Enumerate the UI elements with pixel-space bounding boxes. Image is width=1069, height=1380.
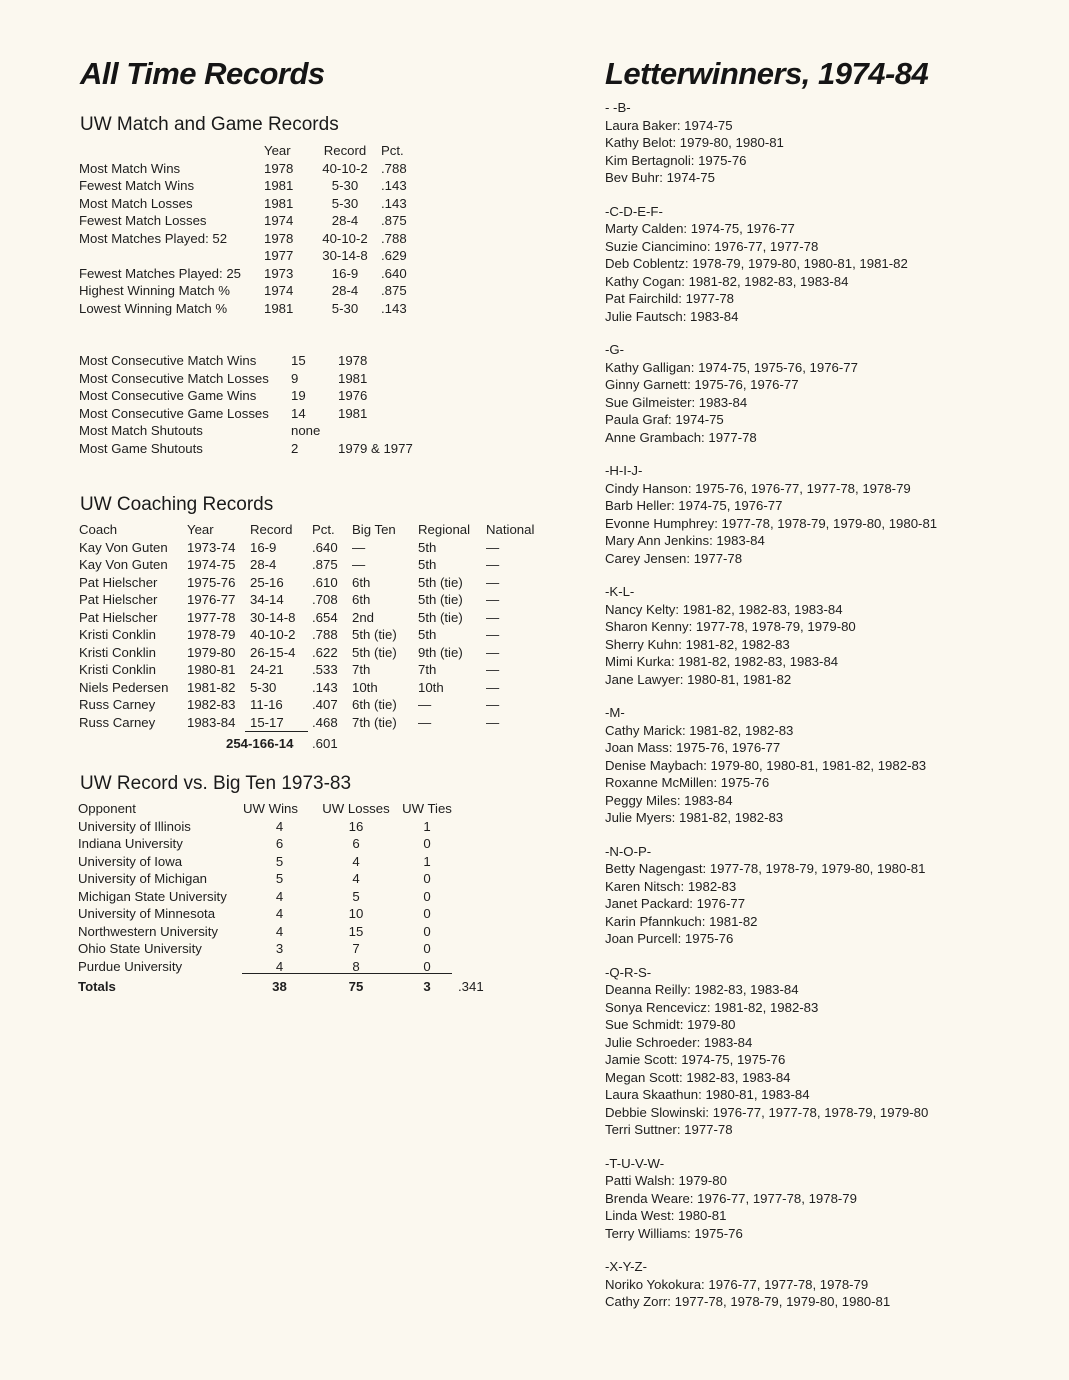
letterwinner-entry: Julie Schroeder: 1983-84 [605, 1034, 753, 1050]
header-uw-wins: UW Wins [243, 801, 298, 816]
coach-regional: 5th [418, 557, 437, 572]
record-value: 16-9 [331, 265, 359, 281]
consecutive-year [338, 422, 458, 440]
table-header-blank [79, 142, 264, 160]
record-label: Most Matches Played: 52 [79, 230, 228, 246]
record-label: Lowest Winning Match % [79, 300, 228, 316]
consecutive-year: 1981 [338, 405, 368, 421]
record-label [79, 247, 264, 265]
coach-record: 28-4 [250, 557, 277, 572]
record-year: 1978 [264, 230, 294, 246]
letterwinner-entry: Laura Baker: 1974-75 [605, 117, 733, 133]
record-year: 1977 [264, 248, 294, 263]
uw-wins: 3 [275, 941, 284, 956]
coach-regional: 9th (tie) [418, 644, 463, 660]
coach-big-ten: — [352, 557, 366, 572]
record-year: 1981 [264, 300, 294, 316]
letterwinner-entry: Linda West: 1980-81 [605, 1208, 727, 1223]
uw-losses: 6 [352, 836, 360, 851]
record-value: 5-30 [331, 178, 359, 193]
coach-big-ten: 7th [352, 662, 371, 677]
uw-wins: 4 [275, 906, 284, 921]
coach-pct: .622 [312, 644, 338, 660]
coach-name: Kristi Conklin [79, 627, 156, 642]
letterwinner-entry: Sue Schmidt: 1979-80 [605, 1017, 736, 1032]
letter-group [605, 1155, 1045, 1243]
coach-pct: .654 [312, 609, 338, 625]
record-value: 5-30 [331, 300, 359, 316]
consecutive-label: Most Consecutive Match Losses [79, 370, 269, 386]
letter-group [605, 462, 1045, 567]
record-label: Fewest Match Wins [79, 178, 195, 193]
letter-group-header: -Q-R-S- [605, 964, 652, 980]
letterwinner-entry: Janet Packard: 1976-77 [605, 896, 746, 911]
letterwinner-entry: Cindy Hanson: 1975-76, 1976-77, 1977-78, 1978-79 [605, 480, 911, 496]
consecutive-records-table [79, 352, 458, 457]
letter-group-header: -G- [605, 342, 625, 357]
letter-group-header: -H-I-J- [605, 463, 643, 478]
totals-label: Totals [78, 979, 116, 994]
record-pct: .788 [381, 160, 407, 176]
record-year: 1981 [264, 195, 294, 211]
record-year: 1978 [264, 160, 294, 176]
opponent-name: University of Iowa [78, 853, 183, 869]
coach-regional: 5th (tie) [418, 609, 463, 625]
letterwinner-entry: Sue Gilmeister: 1983-84 [605, 394, 748, 410]
letterwinner-entry: Kathy Belot: 1979-80, 1980-81 [605, 135, 784, 150]
coach-national: — [486, 714, 500, 730]
letterwinner-entry: Nancy Kelty: 1981-82, 1982-83, 1983-84 [605, 601, 843, 617]
letterwinner-entry: Sharon Kenny: 1977-78, 1978-79, 1979-80 [605, 619, 856, 634]
consecutive-year: 1978 [338, 353, 368, 368]
coach-big-ten: 5th (tie) [352, 627, 397, 642]
coach-year: 1974-75 [187, 557, 236, 572]
coach-regional: 10th [418, 679, 444, 695]
letter-group [605, 203, 1045, 326]
record-pct: .629 [381, 248, 407, 263]
coach-record: 15-17 [250, 714, 284, 730]
coach-pct: .788 [312, 627, 338, 642]
letterwinner-entry: Julie Fautsch: 1983-84 [605, 308, 739, 324]
letterwinner-entry: Carey Jensen: 1977-78 [605, 550, 743, 566]
letterwinner-entry: Karin Pfannkuch: 1981-82 [605, 913, 758, 929]
uw-ties: 0 [423, 888, 431, 904]
record-year: 1981 [264, 178, 294, 193]
coaching-total-record: 254-166-14 [226, 736, 294, 751]
coach-record: 16-9 [250, 539, 277, 555]
letterwinner-entry: Suzie Ciancimino: 1976-77, 1977-78 [605, 238, 819, 254]
coach-national: — [486, 662, 500, 677]
letterwinner-entry: Terry Williams: 1975-76 [605, 1225, 743, 1241]
coach-name: Russ Carney [79, 697, 156, 712]
letterwinner-entry: Deanna Reilly: 1982-83, 1983-84 [605, 982, 799, 997]
coaching-records-title: UW Coaching Records [80, 494, 274, 515]
match-game-records-table [79, 142, 431, 317]
record-pct: .143 [381, 300, 407, 316]
letter-group-header: - -B- [605, 100, 631, 115]
coach-year: 1976-77 [187, 592, 236, 607]
coach-big-ten: 2nd [352, 609, 375, 625]
header-year: Year [187, 522, 214, 537]
opponent-name: University of Minnesota [78, 906, 216, 921]
header-uw-losses: UW Losses [322, 801, 390, 816]
coach-record: 30-14-8 [250, 609, 296, 625]
coach-year: 1977-78 [187, 609, 236, 625]
consecutive-value: 19 [291, 388, 306, 403]
uw-ties: 0 [423, 958, 431, 974]
uw-ties: 0 [423, 941, 431, 956]
letterwinner-entry: Karen Nitsch: 1982-83 [605, 878, 737, 894]
coach-pct: .640 [312, 539, 338, 555]
letterwinner-entry: Laura Skaathun: 1980-81, 1983-84 [605, 1087, 810, 1102]
consecutive-value: 15 [291, 353, 306, 368]
consecutive-label: Most Match Shutouts [79, 423, 203, 438]
letterwinner-entry: Joan Purcell: 1975-76 [605, 931, 734, 946]
coach-big-ten: 5th (tie) [352, 644, 397, 660]
letterwinner-entry: Kim Bertagnoli: 1975-76 [605, 152, 747, 168]
coach-record: 24-21 [250, 662, 284, 677]
coach-name: Pat Hielscher [79, 592, 158, 607]
header-coach: Coach [79, 522, 118, 537]
coach-national: — [486, 627, 500, 642]
letter-group [605, 341, 1045, 446]
header-opponent: Opponent [78, 801, 136, 816]
record-pct: .875 [381, 213, 407, 228]
letterwinner-entry: Deb Coblentz: 1978-79, 1979-80, 1980-81, 1981-82 [605, 256, 908, 271]
record-value: 28-4 [331, 283, 359, 298]
consecutive-value: none [291, 423, 321, 438]
coach-year: 1978-79 [187, 627, 236, 642]
record-value: 40-10-2 [322, 230, 368, 246]
coaching-total-pct: .601 [312, 736, 338, 751]
totals-wins: 38 [272, 979, 287, 994]
big-ten-record-title: UW Record vs. Big Ten 1973-83 [80, 773, 352, 794]
opponent-name: University of Illinois [78, 818, 191, 834]
letterwinner-entry: Mary Ann Jenkins: 1983-84 [605, 533, 765, 548]
header-national: National [486, 522, 535, 537]
coach-pct: .143 [312, 679, 338, 695]
uw-ties: 0 [423, 836, 431, 851]
record-label: Highest Winning Match % [79, 283, 230, 298]
uw-ties: 1 [423, 853, 431, 869]
coach-regional: 5th (tie) [418, 574, 463, 590]
coach-year: 1982-83 [187, 697, 236, 712]
letter-group-header: -K-L- [605, 584, 635, 599]
coach-pct: .610 [312, 574, 338, 590]
uw-wins: 4 [275, 888, 284, 904]
uw-wins: 5 [275, 853, 284, 869]
opponent-name: Purdue University [78, 958, 183, 974]
letterwinner-entry: Julie Myers: 1981-82, 1982-83 [605, 810, 784, 825]
letterwinner-entry: Ginny Garnett: 1975-76, 1976-77 [605, 377, 799, 392]
record-pct: .143 [381, 195, 407, 211]
letterwinner-entry: Peggy Miles: 1983-84 [605, 792, 733, 808]
coach-pct: .875 [312, 557, 338, 572]
coach-pct: .407 [312, 697, 338, 712]
uw-losses: 16 [348, 818, 364, 834]
letterwinner-entry: Marty Calden: 1974-75, 1976-77 [605, 221, 795, 236]
record-value: 30-14-8 [322, 248, 368, 263]
letter-group-header: -C-D-E-F- [605, 203, 663, 219]
record-pct: .788 [381, 230, 407, 246]
opponent-name: Indiana University [78, 836, 183, 851]
coach-national: — [486, 697, 500, 712]
coach-regional: 7th [418, 662, 437, 677]
letterwinner-entry: Evonne Humphrey: 1977-78, 1978-79, 1979-80, 1980-81 [605, 515, 938, 531]
coaching-records-table [79, 521, 546, 731]
header-regional: Regional [418, 522, 471, 537]
coach-big-ten: 6th [352, 574, 371, 590]
opponent-name: Michigan State University [78, 888, 227, 904]
coach-name: Pat Hielscher [79, 574, 158, 590]
coach-big-ten: 10th [352, 679, 378, 695]
coach-record: 11-16 [250, 697, 283, 712]
header-record: Record [323, 143, 367, 158]
letterwinner-entry: Sonya Rencevicz: 1981-82, 1982-83 [605, 999, 819, 1015]
letterwinners-title: Letterwinners, 1974-84 [605, 56, 929, 91]
uw-losses: 4 [352, 871, 360, 886]
letter-group-header: -T-U-V-W- [605, 1155, 665, 1171]
letterwinner-entry: Brenda Weare: 1976-77, 1977-78, 1978-79 [605, 1190, 857, 1206]
uw-losses: 5 [352, 888, 360, 904]
header-pct: Pct. [381, 143, 404, 158]
coach-name: Pat Hielscher [79, 609, 158, 625]
coach-year: 1983-84 [187, 714, 236, 730]
letterwinner-entry: Barb Heller: 1974-75, 1976-77 [605, 498, 783, 513]
uw-wins: 6 [275, 836, 284, 851]
letterwinner-entry: Cathy Marick: 1981-82, 1982-83 [605, 722, 794, 738]
coach-record: 26-15-4 [250, 644, 296, 660]
letter-group-header: -M- [605, 705, 625, 720]
record-label: Most Match Losses [79, 195, 193, 211]
coach-year: 1973-74 [187, 539, 236, 555]
coach-record: 34-14 [250, 592, 284, 607]
coach-regional: — [418, 714, 432, 730]
coach-national: — [486, 557, 500, 572]
coach-record: 25-16 [250, 574, 284, 590]
letterwinner-entry: Kathy Galligan: 1974-75, 1975-76, 1976-77 [605, 359, 858, 375]
consecutive-value: 9 [291, 370, 299, 386]
uw-wins: 4 [275, 818, 284, 834]
opponent-name: Ohio State University [78, 941, 202, 956]
coach-national: — [486, 644, 500, 660]
coach-record: 40-10-2 [250, 627, 296, 642]
coach-national: — [486, 574, 500, 590]
uw-losses: 4 [352, 853, 360, 869]
coach-big-ten: — [352, 539, 366, 555]
coach-pct: .468 [312, 714, 338, 730]
consecutive-label: Most Consecutive Game Losses [79, 405, 269, 421]
coach-name: Niels Pedersen [79, 679, 169, 695]
uw-wins: 4 [275, 958, 284, 974]
opponent-name: University of Michigan [78, 871, 207, 886]
header-record: Record [250, 522, 293, 537]
letterwinner-entry: Roxanne McMillen: 1975-76 [605, 775, 770, 790]
record-label: Most Match Wins [79, 160, 181, 176]
coaching-totals-rule [245, 731, 308, 732]
coach-regional: 5th [418, 539, 437, 555]
uw-losses: 8 [352, 958, 360, 974]
letterwinners-list [605, 99, 1045, 1327]
letterwinner-entry: Kathy Cogan: 1981-82, 1982-83, 1983-84 [605, 273, 849, 289]
consecutive-year: 1981 [338, 370, 368, 386]
coach-name: Kay Von Guten [79, 539, 168, 555]
big-ten-record-table [78, 800, 458, 975]
uw-wins: 5 [275, 871, 284, 886]
letterwinner-entry: Terri Suttner: 1977-78 [605, 1122, 733, 1137]
coach-name: Russ Carney [79, 714, 156, 730]
letter-group [605, 1258, 1045, 1311]
coach-name: Kristi Conklin [79, 662, 156, 677]
uw-ties: 0 [423, 871, 431, 886]
letterwinner-entry: Patti Walsh: 1979-80 [605, 1173, 727, 1188]
coach-big-ten: 6th [352, 592, 371, 607]
uw-ties: 0 [423, 923, 431, 939]
letter-group-header: -X-Y-Z- [605, 1259, 648, 1274]
uw-ties: 0 [423, 906, 431, 921]
coach-national: — [486, 592, 500, 607]
all-time-records-title: All Time Records [80, 56, 325, 91]
record-pct: .875 [381, 283, 407, 298]
consecutive-value: 2 [291, 440, 299, 456]
coach-year: 1981-82 [187, 679, 236, 695]
coach-name: Kristi Conklin [79, 644, 156, 660]
consecutive-label: Most Consecutive Match Wins [79, 353, 257, 368]
letterwinner-entry: Pat Fairchild: 1977-78 [605, 291, 735, 306]
totals-pct: .341 [458, 979, 484, 994]
letter-group [605, 964, 1045, 1139]
uw-ties: 1 [423, 818, 431, 834]
letterwinner-entry: Debbie Slowinski: 1976-77, 1977-78, 1978-79, 1979-80 [605, 1104, 929, 1120]
letter-group [605, 704, 1045, 827]
letterwinner-entry: Jane Lawyer: 1980-81, 1981-82 [605, 671, 792, 687]
big-ten-totals-rule [242, 973, 452, 974]
consecutive-label: Most Game Shutouts [79, 440, 203, 456]
coach-big-ten: 6th (tie) [352, 697, 397, 712]
record-year: 1973 [264, 265, 294, 281]
uw-wins: 4 [275, 923, 284, 939]
letterwinner-entry: Sherry Kuhn: 1981-82, 1982-83 [605, 636, 790, 652]
letter-group-header: -N-O-P- [605, 843, 652, 859]
letterwinner-entry: Cathy Zorr: 1977-78, 1978-79, 1979-80, 1980-81 [605, 1294, 891, 1309]
coach-national: — [486, 609, 500, 625]
record-value: 5-30 [331, 195, 359, 211]
coach-year: 1979-80 [187, 644, 236, 660]
record-value: 28-4 [331, 213, 359, 228]
coach-pct: .708 [312, 592, 338, 607]
letterwinner-entry: Anne Grambach: 1977-78 [605, 429, 757, 445]
record-label: Fewest Matches Played: 25 [79, 265, 241, 281]
letter-group [605, 843, 1045, 948]
uw-losses: 7 [352, 941, 360, 956]
uw-losses: 10 [348, 906, 364, 921]
letterwinner-entry: Paula Graf: 1974-75 [605, 412, 724, 427]
consecutive-year: 1979 & 1977 [338, 440, 413, 456]
record-pct: .143 [381, 178, 407, 193]
coach-record: 5-30 [250, 679, 277, 695]
coach-name: Kay Von Guten [79, 557, 168, 572]
coach-regional: — [418, 697, 432, 712]
coach-pct: .533 [312, 662, 338, 677]
header-big-ten: Big Ten [352, 522, 396, 537]
coach-national: — [486, 679, 500, 695]
record-label: Fewest Match Losses [79, 213, 207, 228]
record-pct: .640 [381, 265, 407, 281]
letterwinner-entry: Bev Buhr: 1974-75 [605, 170, 715, 185]
opponent-name: Northwestern University [78, 923, 218, 939]
header-uw-ties: UW Ties [402, 801, 452, 816]
coach-year: 1975-76 [187, 574, 236, 590]
letterwinner-entry: Megan Scott: 1982-83, 1983-84 [605, 1069, 791, 1085]
letter-group [605, 583, 1045, 688]
big-ten-totals-row [78, 978, 498, 996]
totals-losses: 75 [348, 979, 364, 994]
record-value: 40-10-2 [322, 160, 368, 176]
letterwinner-entry: Denise Maybach: 1979-80, 1980-81, 1981-82, 1982-83 [605, 757, 927, 773]
consecutive-value: 14 [291, 405, 306, 421]
record-year: 1974 [264, 283, 294, 298]
coach-regional: 5th (tie) [418, 592, 463, 607]
coach-big-ten: 7th (tie) [352, 714, 397, 730]
coach-national: — [486, 539, 500, 555]
uw-losses: 15 [348, 923, 364, 939]
letter-group [605, 99, 1045, 187]
totals-ties: 3 [423, 979, 431, 994]
letterwinner-entry: Betty Nagengast: 1977-78, 1978-79, 1979-80, 1980-81 [605, 861, 926, 876]
match-game-records-title: UW Match and Game Records [80, 114, 339, 135]
consecutive-label: Most Consecutive Game Wins [79, 388, 257, 403]
consecutive-year: 1976 [338, 388, 368, 403]
coach-regional: 5th [418, 627, 437, 642]
letterwinner-entry: Noriko Yokokura: 1976-77, 1977-78, 1978-79 [605, 1276, 869, 1292]
record-year: 1974 [264, 213, 294, 228]
header-pct: Pct. [312, 522, 335, 537]
coach-year: 1980-81 [187, 662, 236, 677]
letterwinner-entry: Mimi Kurka: 1981-82, 1982-83, 1983-84 [605, 654, 839, 669]
header-year: Year [264, 143, 291, 158]
letterwinner-entry: Joan Mass: 1975-76, 1976-77 [605, 740, 781, 755]
letterwinner-entry: Jamie Scott: 1974-75, 1975-76 [605, 1052, 786, 1067]
